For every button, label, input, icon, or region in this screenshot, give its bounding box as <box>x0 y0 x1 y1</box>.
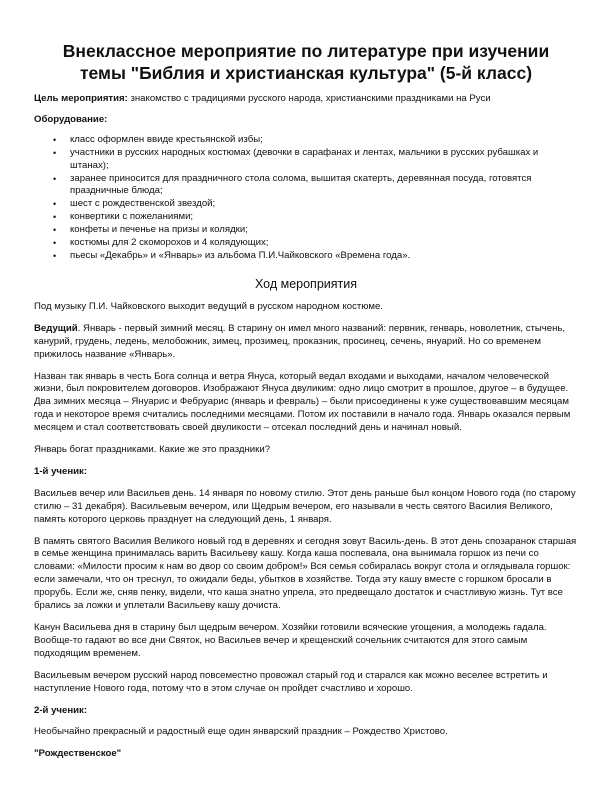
list-item-text: конвертики с пожеланиями; <box>70 211 194 223</box>
bullet-icon: • <box>53 173 57 184</box>
bullet-icon: • <box>53 238 57 249</box>
equipment-heading <box>34 114 578 127</box>
title-line-2: темы "Библия и христианская культура" (5-й класс) <box>79 63 533 83</box>
equipment-list <box>34 134 578 263</box>
bullet-icon: • <box>53 212 57 223</box>
list-item <box>53 224 578 237</box>
host-paragraph <box>34 323 578 362</box>
student-1-label-text: 1-й ученик: <box>34 465 88 477</box>
seeoff-paragraph: Васильевым вечером русский народ повсеместно провожал старый год и старался как можно веселее встретить и наступление Нового года, потому что в этом случае он пройдет счастливо и хорошо. <box>34 669 548 694</box>
christmas-paragraph: Необычайно прекрасный и радостный еще один январский праздник – Рождество Христово. <box>34 726 448 738</box>
list-item <box>53 198 578 211</box>
goal-paragraph <box>34 93 578 106</box>
list-item <box>53 133 578 147</box>
rozhdestvenskoe-heading <box>34 748 578 761</box>
intro-paragraph: Под музыку П.И. Чайковского выходит ведущий в русском народном костюме. <box>34 300 383 312</box>
section-heading: Ход мероприятия <box>254 276 358 291</box>
list-item <box>53 237 578 250</box>
student-1-label <box>34 466 578 479</box>
list-item-text: заранее приносится для праздничного стола солома, вышитая скатерть, деревянная посуда, готовятся праздничные блюда; <box>70 172 532 197</box>
eve-paragraph: Канун Васильева дня в старину был щедрым вечером. Хозяйки готовили всяческие угощения, а молодежь гадала. Вообще-то гадают во все дни Святок, но Васильев вечер и крещенский сочельник считаются для этого самым подходящим временем. <box>34 622 547 659</box>
janus-paragraph: Назван так январь в честь Бога солнца и ветра Януса, который ведал входами и выходами, началом человеческой жизни, был покровителем договоров. Изображают Януса двуликим: одно лицо смотрит в прошлое, другое – в будущее. Два зимних месяца – Януарис и Фебруарис (январь и февраль) – были присоединены к уже существовавшим месяцам года и некоторое время считались последними месяцами. Потом их поставили в начало года. Январь оказался первым месяцем и стал соответствовать своей двуликости – отсекал последний день и начинал новый. <box>34 370 571 434</box>
vasiliev-paragraph-1: Васильев вечер или Васильев день. 14 января по новому стилю. Этот день раньше был концом Нового года (по старому стилю – 31 декабря). Васильевым вечером, или Щедрым вечером, его называли в честь святого Василия Великого, память которого церковь празднует на следующий день, 1 января. <box>34 487 576 525</box>
list-item-text: конфеты и печенье на призы и колядки; <box>70 224 248 236</box>
document-title <box>34 0 578 84</box>
host-label: Ведущий <box>34 322 78 334</box>
list-item-text: костюмы для 2 скоморохов и 4 колядующих; <box>70 237 269 249</box>
equipment-heading-text: Оборудование: <box>34 113 108 125</box>
list-item-text: пьесы «Декабрь» и «Январь» из альбома П.И.Чайковского «Времена года». <box>70 249 411 261</box>
bullet-icon: • <box>53 147 57 158</box>
goal-label: Цель мероприятия: <box>34 93 128 104</box>
student-2-label <box>34 705 578 718</box>
bullet-icon: • <box>53 250 57 261</box>
host-text: . Январь - первый зимний месяц. В старину он имел много названий: первник, генварь, новолетник, стычень, канурий, грудень, ледень, мелобожник, зимец, прозимец, проказник, просинец, сечень, януарий. Но со временем прижилось название «Январь». <box>34 322 566 360</box>
list-item <box>53 211 578 224</box>
goal-text: знакомство с традициями русского народа, христианскими праздниками на Руси <box>127 93 491 104</box>
student-2-label-text: 2-й ученик: <box>34 704 88 716</box>
holidays-question: Январь богат праздниками. Какие же это праздники? <box>34 444 271 456</box>
list-item-text: класс оформлен ввиде крестьянской избы; <box>70 133 263 145</box>
bullet-icon: • <box>53 199 57 210</box>
title-line-1: Внеклассное мероприятие по литературе при изучении <box>62 41 550 61</box>
list-item <box>53 249 578 263</box>
list-item-text: участники в русских народных костюмах (девочки в сарафанах и лентах, мальчики в русских рубашках и штанах); <box>70 146 539 171</box>
bullet-icon: • <box>53 225 57 236</box>
list-item-text: шест с рождественской звездой; <box>70 198 216 210</box>
list-item <box>53 172 578 199</box>
vasiliev-paragraph-2: В память святого Василия Великого новый год в деревнях и сегодня зовут Василь-день. В этот день спозаранок старшая в семье женщина принималась варить Васильеву кашу. Когда каша поспевала, она вынимала горшок из печи со словами: «Милости просим к нам во двор со своим добром!» Вся семья собиралась вокруг стола и оглядывала горшок: если замечали, что он треснул, то ожидали беды, убытков в хозяйстве. Тогда эту кашу вместе с горшком бросали в прорубь. Если же, сняв пенку, видели, что каша знатно упрела, это предвещало достаток и счастливую жизнь. Тут все брались за ложки и уплетали Васильеву кашу дочиста. <box>34 535 577 612</box>
list-item <box>53 146 578 173</box>
rozhdestvenskoe-heading-text: "Рождественское" <box>34 748 122 760</box>
bullet-icon: • <box>53 134 57 145</box>
